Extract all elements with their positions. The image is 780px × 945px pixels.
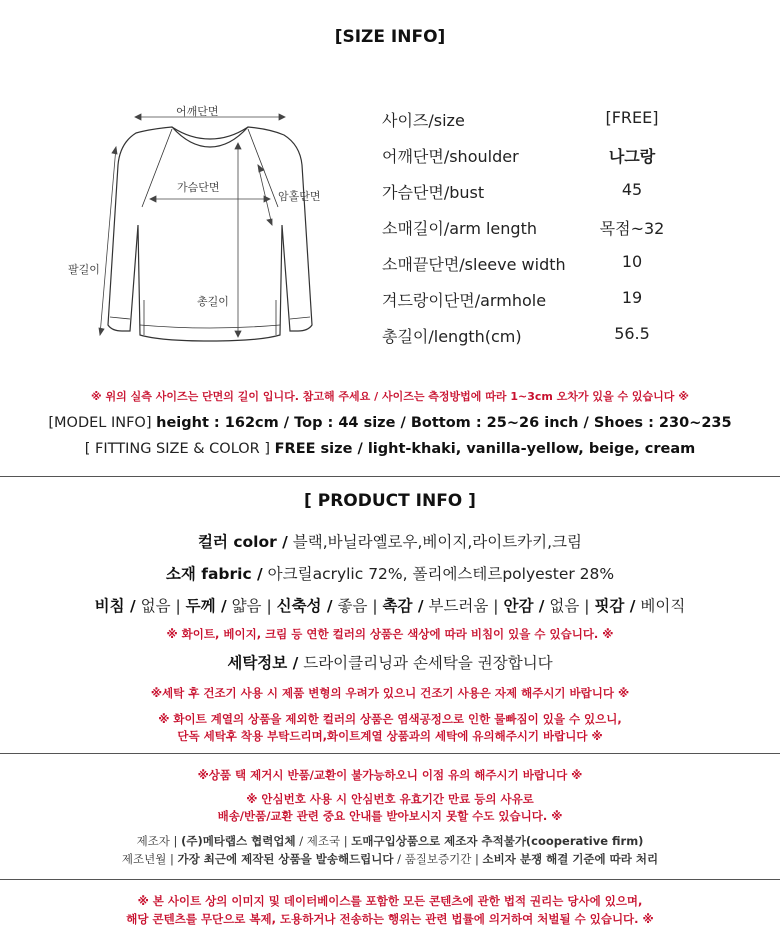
- measurement-notice: ※ 위의 실측 사이즈는 단면의 길이 입니다. 참고해 주세요 / 사이즈는 측정방법에 따라 1~3cm 오차가 있을 수 있습니다 ※: [91, 390, 689, 403]
- date-line: [0, 851, 780, 867]
- diagram-arm-label: 팔길이: [68, 263, 100, 276]
- fabric-value: 아크릴acrylic 72%, 폴리에스테르polyester 28%: [262, 565, 615, 583]
- divider: [0, 476, 780, 477]
- prop-value: 없음 |: [135, 597, 186, 615]
- fabric-key: 소재 fabric /: [165, 565, 263, 583]
- size-row-label: 소매끝단면/sleeve width: [382, 255, 566, 274]
- warranty-label: / 품질보증기간 |: [393, 852, 483, 866]
- date-value: 가장 최근에 제작된 상품을 발송해드립니다: [177, 852, 394, 866]
- sheer-notice: ※ 화이트, 베이지, 크림 등 연한 컬러의 상품은 색상에 따라 비침이 있을 수 있습니다. ※: [166, 627, 614, 641]
- model-info-details: height : 162cm / Top : 44 size / Bottom : 25~26 inch / Shoes : 230~235: [156, 415, 732, 431]
- divider: [0, 753, 780, 754]
- prop-key: 비침 /: [94, 597, 136, 615]
- sweater-outline-icon: [40, 95, 350, 355]
- prop-key: 두께 /: [185, 597, 227, 615]
- product-fabric-line: [0, 562, 780, 584]
- warranty-value: 소비자 분쟁 해결 기준에 따라 처리: [482, 852, 659, 866]
- diagram-armhole-label: 암홀단면: [278, 190, 321, 203]
- size-row-label: 소매길이/arm length: [382, 219, 537, 238]
- size-row-label: 어깨단면/shoulder: [382, 147, 519, 166]
- model-info-line: [0, 415, 780, 431]
- prop-key: 촉감 /: [382, 597, 424, 615]
- divider: [0, 879, 780, 880]
- garment-diagram: [40, 95, 350, 355]
- product-info-title: [ PRODUCT INFO ]: [304, 491, 476, 511]
- prop-key: 핏감 /: [594, 597, 636, 615]
- color-key: 컬러 color /: [198, 533, 288, 551]
- fitting-line: [0, 441, 780, 457]
- diagram-shoulder-label: 어깨단면: [176, 105, 219, 118]
- diagram-bust-label: 가슴단면: [177, 181, 220, 194]
- size-row-value: 19: [621, 288, 643, 307]
- size-row-value: 56.5: [614, 324, 650, 343]
- copyright-line-1: ※ 본 사이트 상의 이미지 및 데이터베이스를 포함한 모든 콘텐츠에 관한 법적 권리는 당사에 있으며,: [137, 894, 643, 908]
- size-row-value: 목점~32: [599, 219, 665, 238]
- wash-key: 세탁정보 /: [227, 654, 299, 672]
- wash-info-line: [0, 651, 780, 673]
- size-row-label: 총길이/length(cm): [382, 327, 522, 346]
- size-row-value: [FREE]: [605, 108, 659, 127]
- date-label: 제조년월 |: [121, 852, 178, 866]
- prop-key: 안감 /: [503, 597, 545, 615]
- size-info-title: [SIZE INFO]: [334, 27, 446, 47]
- model-info-label: [MODEL INFO]: [48, 415, 152, 431]
- maker-line: [0, 833, 780, 849]
- product-properties-line: [0, 594, 780, 616]
- size-row-value: 나그랑: [608, 147, 656, 166]
- maker-label: 제조자 |: [136, 834, 182, 848]
- tag-notice: ※상품 택 제거시 반품/교환이 불가능하오니 이점 유의 해주시기 바랍니다 ※: [197, 768, 583, 782]
- wash-value: 드라이클리닝과 손세탁을 권장합니다: [298, 654, 553, 672]
- prop-value: 좋음 |: [332, 597, 383, 615]
- wash-notice: ※세탁 후 건조기 사용 시 제품 변형의 우려가 있으니 건조기 사용은 자제 해주시기 바랍니다 ※: [150, 686, 630, 700]
- country-label: / 제조국 |: [295, 834, 352, 848]
- color-value: 블랙,바닐라옐로우,베이지,라이트카키,크림: [287, 533, 582, 551]
- dye-notice-1: ※ 화이트 계열의 상품을 제외한 컬러의 상품은 염색공정으로 인한 물빠짐이 있을 수 있으니,: [158, 712, 622, 726]
- prop-value: 부드러움 |: [423, 597, 504, 615]
- prop-key: 신축성 /: [276, 597, 333, 615]
- country-value: 도매구입상품으로 제조자 추적불가(cooperative firm): [351, 834, 644, 848]
- fitting-details: FREE size / light-khaki, vanilla-yellow, beige, cream: [274, 441, 696, 457]
- prop-value: 얇음 |: [226, 597, 277, 615]
- prop-value: 베이직: [635, 597, 686, 615]
- size-row-value: 10: [621, 252, 643, 271]
- diagram-length-label: 총길이: [197, 295, 229, 308]
- maker-value: (주)메타랩스 협력업체: [181, 834, 296, 848]
- dye-notice-2: 단독 세탁후 착용 부탁드리며,화이트계열 상품과의 세탁에 유의해주시기 바랍니다 ※: [177, 729, 603, 743]
- size-row-value: 45: [621, 180, 643, 199]
- prop-value: 없음 |: [544, 597, 595, 615]
- size-row-label: 사이즈/size: [382, 111, 465, 130]
- copyright-line-2: 해당 콘텐츠를 무단으로 복제, 도용하거나 전송하는 행위는 관련 법률에 의거하여 처벌될 수 있습니다. ※: [126, 912, 654, 926]
- size-row-label: 가슴단면/bust: [382, 183, 485, 202]
- fitting-label: [ FITTING SIZE & COLOR ]: [84, 441, 271, 457]
- product-color-line: [0, 530, 780, 552]
- safe-number-notice-1: ※ 안심번호 사용 시 안심번호 유효기간 만료 등의 사유로: [246, 792, 534, 806]
- safe-number-notice-2: 배송/반품/교환 관련 중요 안내를 받아보시지 못할 수도 있습니다. ※: [217, 809, 563, 823]
- size-row-label: 겨드랑이단면/armhole: [382, 291, 547, 310]
